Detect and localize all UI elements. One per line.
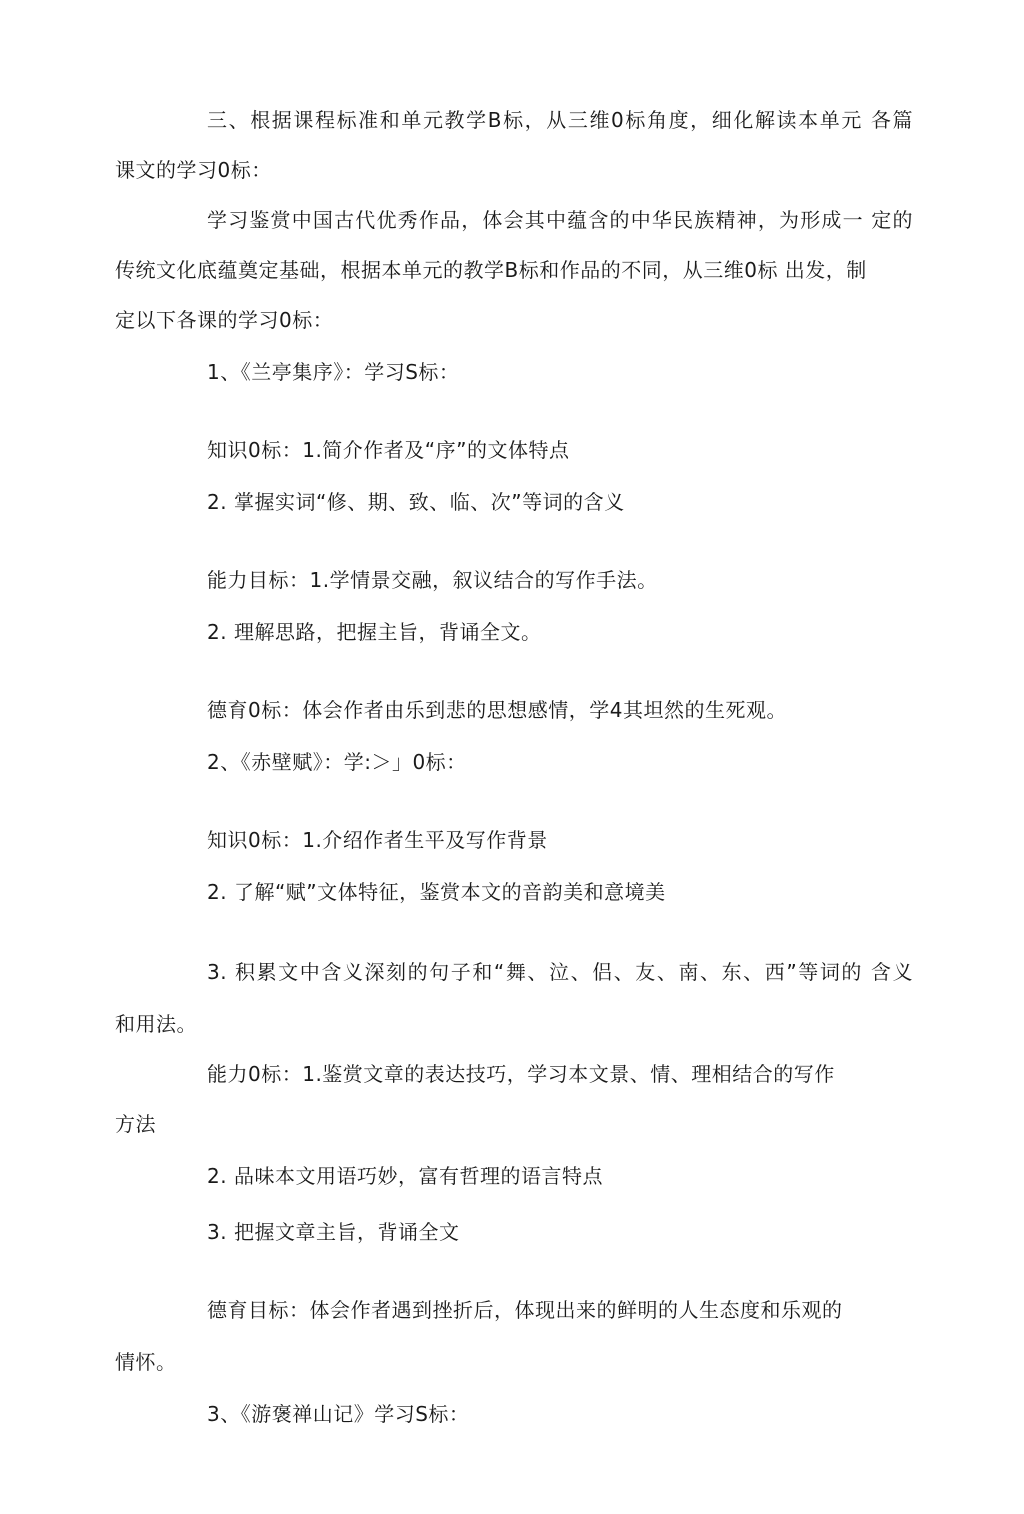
lesson-1-ability-1: 能力目标：1.学情景交融，叙议结合的写作手法。 [207,568,658,592]
lesson-2-moral: 德育目标：体会作者遇到挫折后，体现出来的鲜明的人生态度和乐观的 [207,1298,843,1322]
lesson-2-knowledge-2: 2. 了解“赋”文体特征，鉴赏本文的音韵美和意境美 [207,880,666,904]
lesson-1-title: 1、《兰亭集序》：学习S标： [207,360,460,384]
lesson-2-title: 2、《赤壁赋》：学:＞」0标： [207,750,467,774]
lesson-1-moral: 德育0标：体会作者由乐到悲的思想感情，学4其坦然的生死观。 [207,698,787,722]
heading-line-2: 课文的学习0标： [115,158,272,182]
lesson-2-ability-1-cont: 方法 [115,1112,156,1136]
lesson-1-knowledge-2: 2. 掌握实词“修、期、致、临、次”等词的含义 [207,490,625,514]
lesson-2-ability-2: 2. 品味本文用语巧妙，富有哲理的语言特点 [207,1164,603,1188]
lesson-1-knowledge-1: 知识0标：1.简介作者及“序”的文体特点 [207,438,570,462]
intro-line-1: 学习鉴赏中国古代优秀作品，体会其中蕴含的中华民族精神，为形成一 定的 [207,208,913,232]
heading-line-1: 三、根据课程标准和单元教学B标，从三维0标角度，细化解读本单元 各篇 [207,108,913,132]
lesson-2-ability-3: 3. 把握文章主旨，背诵全文 [207,1220,460,1244]
lesson-2-ability-1: 能力0标：1.鉴赏文章的表达技巧，学习本文景、情、理相结合的写作 [207,1062,835,1086]
lesson-1-ability-2: 2. 理解思路，把握主旨，背诵全文。 [207,620,542,644]
intro-line-2: 传统文化底蕴奠定基础，根据本单元的教学B标和作品的不同，从三维0标 出发，制 [115,258,867,282]
lesson-3-title: 3、《游褒禅山记》学习S标： [207,1402,470,1426]
lesson-2-knowledge-3-cont: 和用法。 [115,1012,197,1036]
intro-line-3: 定以下各课的学习0标： [115,308,334,332]
lesson-2-knowledge-1: 知识0标：1.介绍作者生平及写作背景 [207,828,548,852]
lesson-2-knowledge-3: 3. 积累文中含义深刻的句子和“舞、泣、侣、友、南、东、西”等词的 含义 [207,960,913,984]
lesson-2-moral-cont: 情怀。 [115,1350,177,1374]
